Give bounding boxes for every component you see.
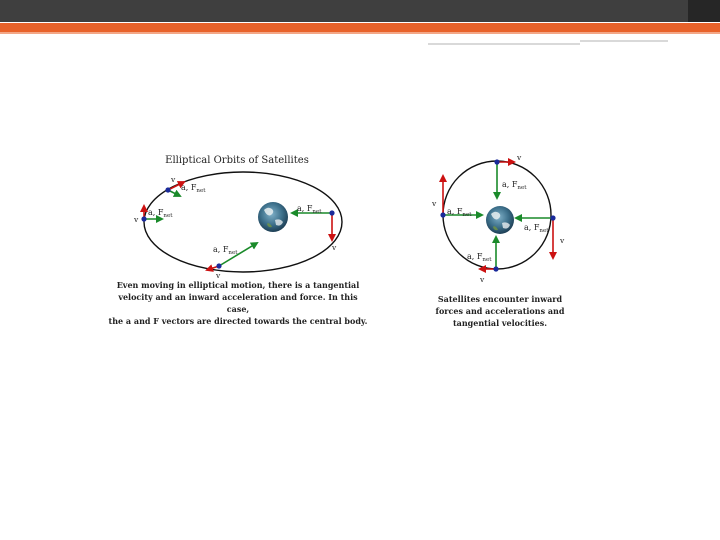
satellite-dot bbox=[216, 263, 221, 268]
force-label: a, $F_{net}$ bbox=[467, 252, 492, 263]
caption-line: velocity and an inward acceleration and force. In this case, bbox=[118, 292, 358, 314]
left-diagram-title: Elliptical Orbits of Satellites bbox=[165, 155, 309, 166]
satellite-dot bbox=[165, 187, 170, 192]
right-diagram-caption bbox=[428, 293, 572, 329]
caption-line: Satellites encounter inward bbox=[437, 294, 563, 304]
caption-line: the a and F vectors are directed towards the central body. bbox=[108, 316, 368, 326]
velocity-label: v bbox=[171, 175, 176, 184]
satellite-top-left bbox=[165, 175, 206, 196]
force-label: a, $F_{net}$ bbox=[148, 208, 173, 219]
satellite-dot bbox=[440, 212, 445, 217]
velocity-label: v bbox=[560, 236, 565, 245]
velocity-label: v bbox=[216, 271, 221, 280]
satellite-right bbox=[516, 215, 565, 258]
right-diagram bbox=[431, 153, 565, 284]
left-diagram-caption bbox=[108, 279, 368, 327]
force-label: a, $F_{net}$ bbox=[502, 180, 527, 191]
satellite-top bbox=[494, 153, 527, 198]
velocity-label: v bbox=[480, 275, 485, 284]
force-label: a, $F_{net}$ bbox=[524, 223, 549, 234]
satellite-left bbox=[431, 176, 482, 218]
caption-line: Even moving in elliptical motion, there is a tangential bbox=[116, 280, 360, 290]
left-diagram bbox=[133, 155, 342, 280]
satellite-dot bbox=[550, 215, 555, 220]
satellite-bottom bbox=[467, 237, 499, 284]
caption-line: forces and accelerations and bbox=[435, 306, 565, 316]
satellite-dot bbox=[494, 159, 499, 164]
force-label: a, $F_{net}$ bbox=[447, 207, 472, 218]
satellite-dot bbox=[493, 266, 498, 271]
force-label: a, $F_{net}$ bbox=[181, 183, 206, 194]
central-earth bbox=[486, 206, 514, 234]
velocity-label: v bbox=[332, 243, 337, 252]
force-label: a, $F_{net}$ bbox=[213, 245, 238, 256]
velocity-label: v bbox=[432, 199, 437, 208]
satellite-dot bbox=[329, 210, 334, 215]
velocity-label: v bbox=[517, 153, 522, 162]
central-earth bbox=[258, 202, 288, 232]
satellite-dot bbox=[141, 216, 146, 221]
satellite-bottom bbox=[207, 243, 257, 280]
force-label: a, $F_{net}$ bbox=[297, 204, 322, 215]
satellite-left bbox=[133, 206, 173, 224]
caption-line: tangential velocities. bbox=[452, 318, 548, 328]
velocity-label: v bbox=[134, 215, 139, 224]
